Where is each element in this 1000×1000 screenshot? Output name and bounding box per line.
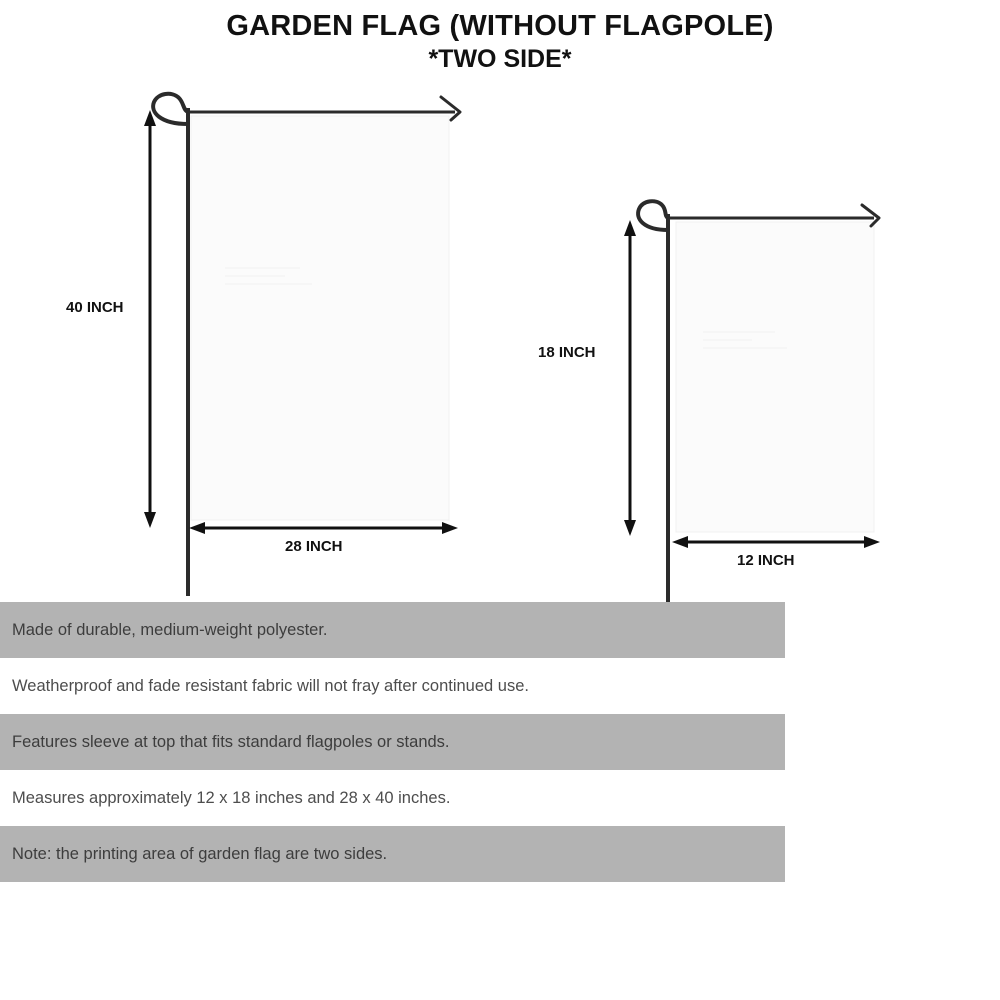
feature-list	[0, 602, 785, 882]
small-width-arrow-right	[864, 536, 880, 548]
small-flag-height-label: 18 INCH	[538, 344, 596, 361]
title-primary: GARDEN FLAG (WITHOUT FLAGPOLE)	[226, 10, 774, 42]
small-flag-width-label: 12 INCH	[737, 552, 795, 569]
small-height-arrow-up	[624, 220, 636, 236]
small-flag-hook-icon	[638, 201, 668, 230]
list-item	[0, 658, 785, 714]
feature-text: Measures approximately 12 x 18 inches and 28 x 40 inches.	[12, 788, 451, 807]
list-item	[0, 714, 785, 770]
list-item	[0, 770, 785, 826]
large-width-arrow-right	[442, 522, 458, 534]
list-item	[0, 826, 785, 882]
small-width-arrow-left	[672, 536, 688, 548]
large-height-arrow-down	[144, 512, 156, 528]
feature-text: Weatherproof and fade resistant fabric will not fray after continued use.	[12, 676, 529, 695]
large-flag-hook-icon	[153, 94, 188, 124]
small-height-arrow-down	[624, 520, 636, 536]
list-item	[0, 602, 785, 658]
feature-text: Made of durable, medium-weight polyester.	[12, 620, 328, 639]
small-flag-cloth	[676, 222, 874, 532]
large-flag-width-label: 28 INCH	[285, 538, 343, 555]
title-secondary: *TWO SIDE*	[428, 45, 572, 73]
large-flag-height-label: 40 INCH	[66, 299, 124, 316]
feature-text: Note: the printing area of garden flag are two sides.	[12, 844, 388, 863]
feature-text: Features sleeve at top that fits standard flagpoles or stands.	[12, 732, 450, 751]
large-width-arrow-left	[189, 522, 205, 534]
large-flag-cloth	[191, 116, 449, 520]
